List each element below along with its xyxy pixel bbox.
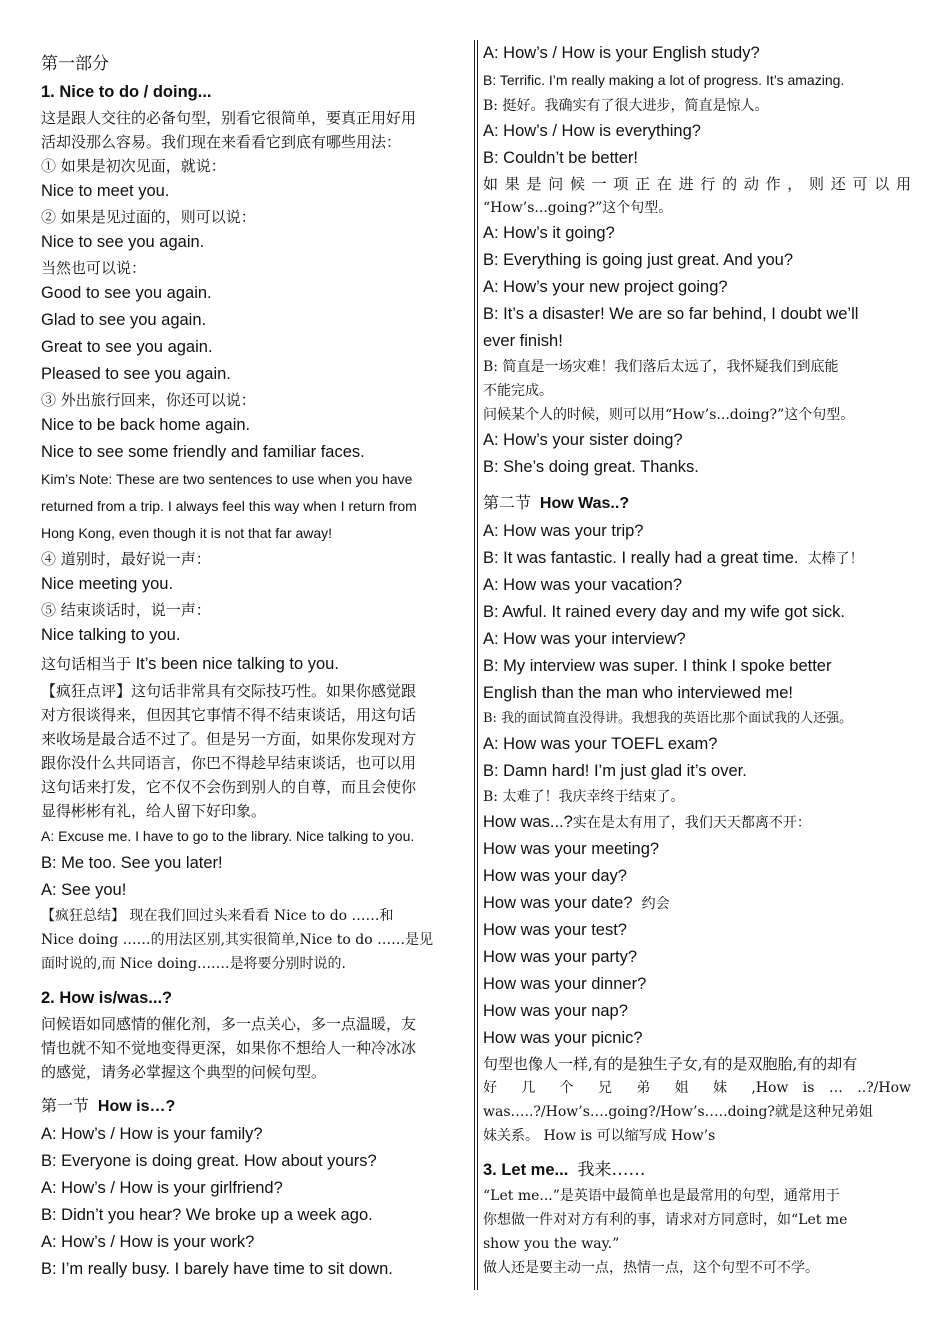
kims-note: Hong Kong, even though it is not that far away! (41, 525, 333, 541)
list-item: How was your meeting? (483, 840, 660, 858)
list-item-text: How was your date? (483, 894, 633, 912)
dialogue-line: A: How’s your sister doing? (483, 431, 683, 449)
dialogue-line: A: How’s / How is everything? (483, 122, 701, 140)
dialogue-line: B: Everything is going just great. And you? (483, 251, 794, 269)
section-heading-2: 2. How is/was...? (41, 989, 173, 1007)
let-me-note: 做人还是要主动一点，热情一点，这个句型不可不学。 (483, 1260, 819, 1276)
commentary: 显得彬彬有礼，给人留下好印象。 (41, 802, 267, 820)
kims-note: Kim’s Note: These are two sentences to use when you have (41, 471, 413, 487)
dialogue-line: A: How’s your new project going? (483, 278, 728, 296)
dialogue-line: B: Everyone is doing great. How about yours? (41, 1152, 377, 1170)
explanation: “How’s...going?”这个句型。 (483, 200, 673, 216)
usage-point: ② 如果是见过面的，则可以说： (41, 208, 256, 226)
example-sentence: Nice to be back home again. (41, 416, 251, 434)
dialogue-line: A: How was your vacation? (483, 576, 683, 594)
usage-point: ④ 道别时，最好说一声： (41, 550, 211, 568)
dialogue-line: ever finish! (483, 332, 563, 350)
dialogue-line: A: How’s / How is your girlfriend? (41, 1179, 283, 1197)
dialogue-line: English than the man who interviewed me! (483, 684, 794, 702)
dialogue-line: B: Didn’t you hear? We broke up a week ago. (41, 1206, 373, 1224)
equivalent-zh: 这句话相当于 (41, 655, 132, 673)
example-sentence: Nice to see some friendly and familiar faces. (41, 443, 365, 461)
subsection-title: How is…? (97, 1098, 176, 1115)
how-was-intro (483, 809, 911, 836)
how-was-pattern: How was...? (483, 813, 573, 831)
example-sentence: Nice meeting you. (41, 575, 174, 593)
summary: 【疯狂总结】 现在我们回过头来看看 Nice to do ……和 (41, 908, 394, 924)
dialogue-line: A: How’s it going? (483, 224, 615, 242)
dialogue-line: B: Terrific. I’m really making a lot of progress. It’s amazing. (483, 72, 845, 88)
list-item: How was your nap? (483, 1002, 628, 1020)
greeting-intro: 的感觉，请务必掌握这个典型的问候句型。 (41, 1063, 327, 1081)
equivalent-en: It’s been nice talking to you. (131, 655, 339, 673)
dialogue-line: B: It’s a disaster! We are so far behind, I doubt we’ll (483, 305, 859, 323)
list-item: How was your picnic? (483, 1029, 643, 1047)
commentary: 【疯狂点评】这句话非常具有交际技巧性。如果你感觉跟 (41, 682, 417, 700)
dialogue-line: B: I’m really busy. I barely have time to sit down. (41, 1260, 393, 1278)
translation: 约会 (641, 896, 670, 912)
dialogue-line: A: How was your interview? (483, 630, 686, 648)
explanation: 问候某个人的时候，则可以用“How’s...doing?”这个句型。 (483, 407, 855, 423)
translation: B: 太难了！我庆幸终于结束了。 (483, 789, 685, 805)
example-sentence: Good to see you again. (41, 284, 212, 302)
usage-point: ③ 外出旅行回来，你还可以说： (41, 391, 256, 409)
translation: B: 挺好。我确实有了很大进步，简直是惊人。 (483, 98, 769, 114)
commentary: 跟你没什么共同语言，你巴不得趁早结束谈话，也可以用 (41, 754, 417, 772)
greeting-intro: 情也就不知不觉地变得更深，如果你不想给人一种冷冰冰 (41, 1039, 417, 1057)
part-title: 第一部分 (41, 54, 109, 74)
list-item: How was your dinner? (483, 975, 647, 993)
translation: 太棒了！ (807, 551, 864, 567)
column-divider (474, 40, 478, 1290)
explanation: 如 果 是 问 候 一 项 正 在 进 行 的 动 作 ， 则 还 可 以 用 (483, 175, 911, 193)
list-item: How was your day? (483, 867, 627, 885)
dialogue-line: A: See you! (41, 881, 127, 899)
dialogue-line: A: How’s / How is your work? (41, 1233, 255, 1251)
example-sentence: Glad to see you again. (41, 311, 207, 329)
family-note: 句型也像人一样,有的是独生子女,有的是双胞胎,有的却有 (483, 1055, 858, 1073)
list-item: How was your party? (483, 948, 638, 966)
dialogue-line: B: Awful. It rained every day and my wife got sick. (483, 603, 845, 621)
translation: B: 我的面试简直没得讲。我想我的英语比那个面试我的人还强。 (483, 711, 853, 726)
dialogue-line: A: How was your trip? (483, 522, 644, 540)
section-heading-zh: 我来…… (577, 1160, 646, 1180)
summary: Nice doing ……的用法区别,其实很简单,Nice to do ……是见 (41, 932, 434, 948)
right-column (483, 40, 911, 1280)
translation: B: 简直是一场灾难！我们落后太远了，我怀疑我们到底能 (483, 359, 839, 375)
list-item: How was your test? (483, 921, 627, 939)
usage-point: ① 如果是初次见面，就说： (41, 157, 226, 175)
dialogue-line: A: How was your TOEFL exam? (483, 735, 718, 753)
summary: 面时说的,而 Nice doing…….是将要分别时说的. (41, 956, 346, 972)
dialogue-line: B: My interview was super. I think I spoke better (483, 657, 832, 675)
dialogue-line: A: How’s / How is your family? (41, 1125, 263, 1143)
dialogue-text: B: It was fantastic. I really had a great time. (483, 549, 799, 567)
subsection-heading-2 (483, 489, 911, 518)
example-sentence: Nice to meet you. (41, 182, 170, 200)
left-column (41, 40, 467, 1283)
commentary: 这句话来打发，它不仅不会伤到别人的自尊，而且会使你 (41, 778, 417, 796)
family-note: 好 几 个 兄 弟 姐 妹 ,How is … ..?/How (483, 1080, 911, 1096)
subsection-heading-1 (41, 1092, 467, 1121)
example-sentence: Nice talking to you. (41, 626, 181, 644)
kims-note: returned from a trip. I always feel this way when I return from (41, 498, 417, 514)
dialogue-line: B: Damn hard! I’m just glad it’s over. (483, 762, 747, 780)
section-heading-1: 1. Nice to do / doing... (41, 83, 212, 101)
greeting-intro: 问候语如同感情的催化剂，多一点关心，多一点温暖，友 (41, 1015, 417, 1033)
family-note: was…..?/How’s….going?/How’s…..doing?就是这种兄弟姐 (483, 1104, 873, 1120)
usage-point: 当然也可以说： (41, 259, 147, 277)
example-sentence: Nice to see you again. (41, 233, 205, 251)
example-sentence: Pleased to see you again. (41, 365, 231, 383)
dialogue-line: A: Excuse me. I have to go to the library. Nice talking to you. (41, 828, 415, 844)
section-heading-3 (483, 1156, 911, 1184)
subsection-number: 第一节 (41, 1096, 90, 1115)
subsection-title: How Was..? (539, 495, 630, 512)
how-was-note: 实在是太有用了，我们天天都离不开： (572, 815, 811, 831)
intro-text: 这是跟人交往的必备句型，别看它很简单，要真正用好用 (41, 109, 417, 127)
example-sentence: Great to see you again. (41, 338, 213, 356)
commentary: 对方很谈得来，但因其它事情不得不结束谈话，用这句话 (41, 706, 417, 724)
let-me-note: show you the way.” (483, 1236, 620, 1252)
dialogue-line: B: She’s doing great. Thanks. (483, 458, 699, 476)
usage-point: ⑤ 结束谈话时，说一声： (41, 601, 211, 619)
let-me-note: “Let me...”是英语中最简单也是最常用的句型，通常用于 (483, 1188, 840, 1204)
dialogue-line: A: How’s / How is your English study? (483, 44, 760, 62)
equivalent-line (41, 649, 467, 679)
subsection-number: 第二节 (483, 493, 532, 512)
translation: 不能完成。 (483, 383, 553, 399)
dialogue-line (483, 545, 911, 572)
dialogue-line: B: Me too. See you later! (41, 854, 223, 872)
list-item (483, 890, 911, 917)
intro-text: 活却没那么容易。我们现在来看看它到底有哪些用法： (41, 133, 402, 151)
let-me-note: 你想做一件对对方有利的事，请求对方同意时，如“Let me (483, 1212, 848, 1228)
family-note: 妹关系。 How is 可以缩写成 How’s (483, 1128, 716, 1144)
section-heading-en: 3. Let me... (483, 1161, 569, 1179)
dialogue-line: B: Couldn’t be better! (483, 149, 639, 167)
commentary: 来收场是最合适不过了。但是另一方面，如果你发现对方 (41, 730, 417, 748)
